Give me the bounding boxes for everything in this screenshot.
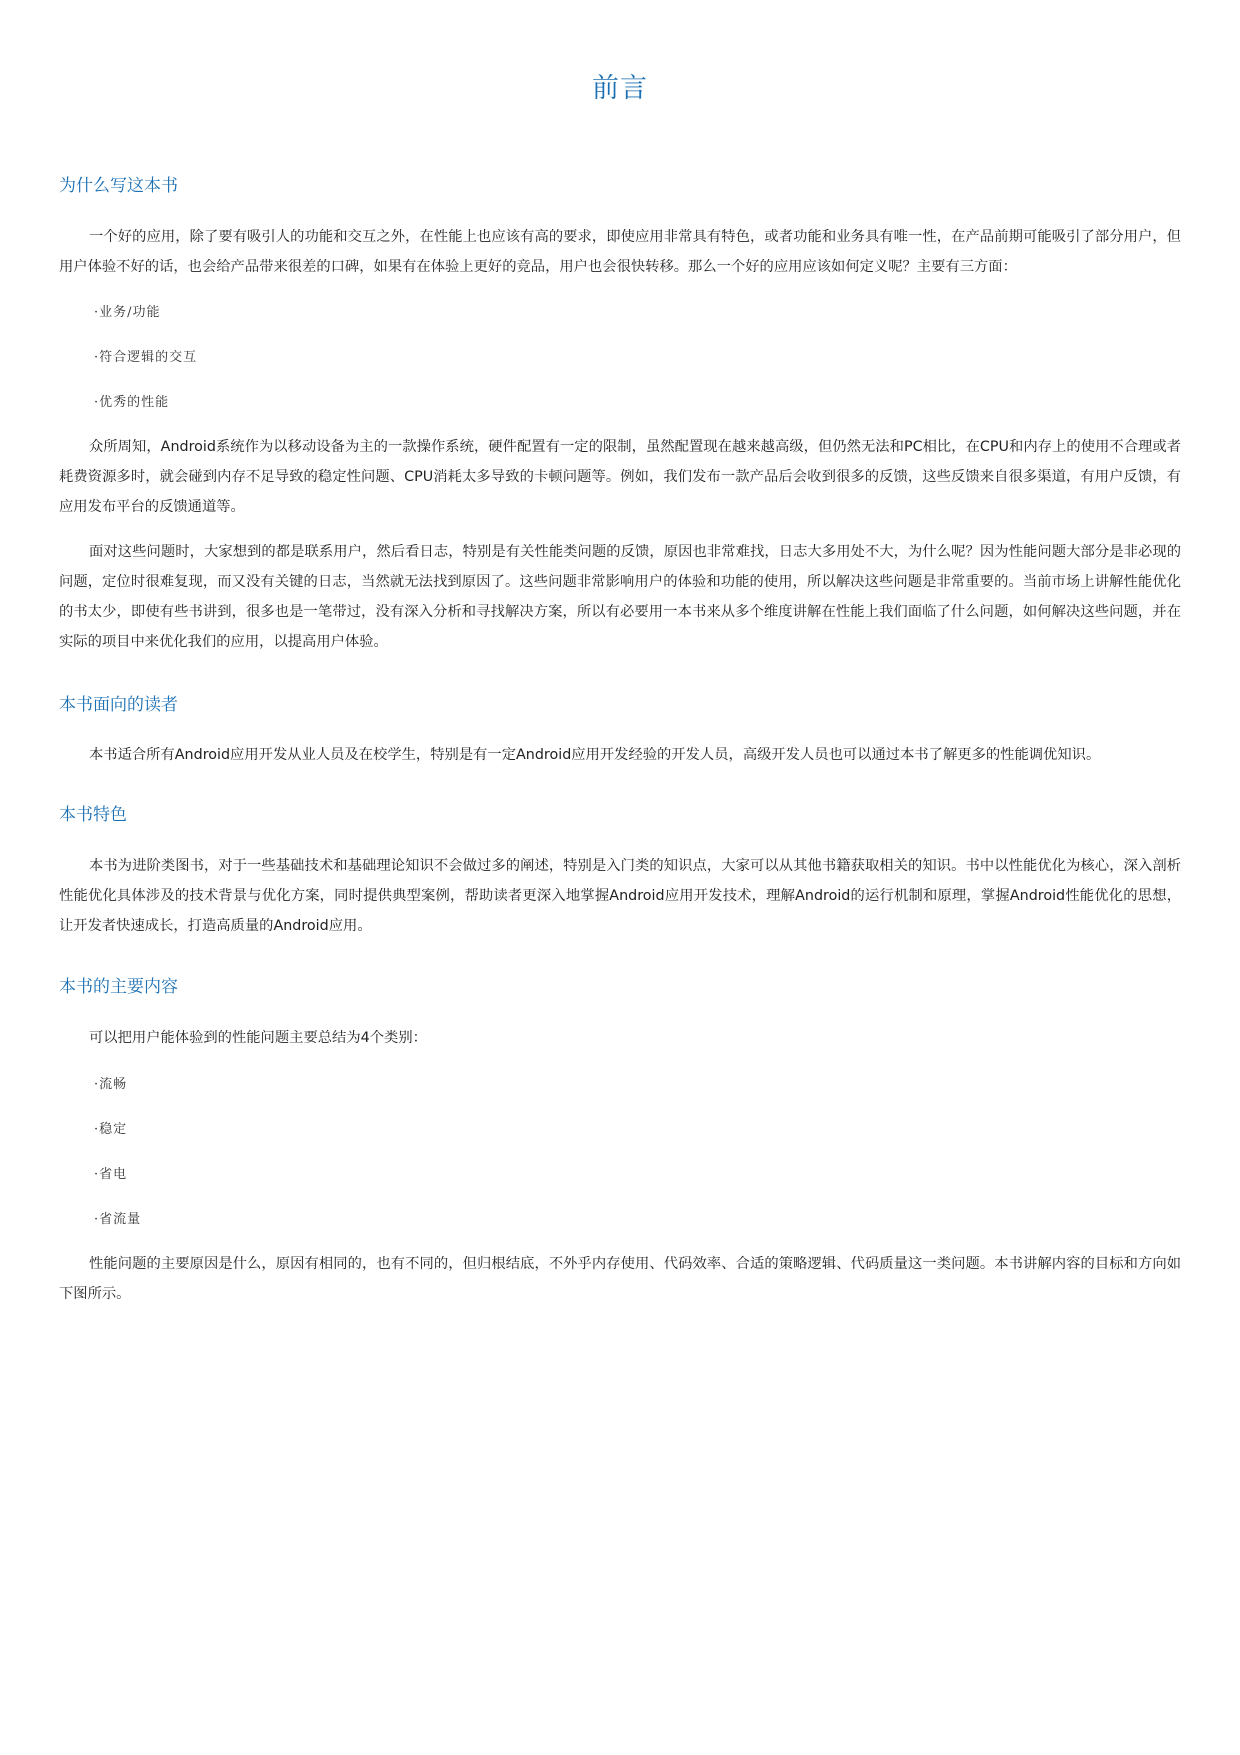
section-heading-readers: 本书面向的读者 xyxy=(59,695,178,715)
page-title: 前言 xyxy=(592,73,648,104)
paragraph: 面对这些问题时，大家想到的都是联系用户，然后看日志，特别是有关性能类问题的反馈，原因也非常难找，日志大多用处不大，为什么呢？因为性能问题大部分是非必现的问题，定位时很难复现，而又没有关键的日志，当然就无法找到原因了。这些问题非常影响用户的体验和功能的使用，所以解决这些问题是非常重要的。当前市场上讲解性能优化的书太少，即使有些书讲到，很多也是一笔带过，没有深入分析和寻找解决方案，所以有必要用一本书来从多个维度讲解在性能上我们面临了什么问题，如何解决这些问题，并在实际的项目中来优化我们的应用，以提高用户体验。 xyxy=(59,544,1181,650)
section-heading-features: 本书特色 xyxy=(59,805,127,825)
bullet-item: ·流畅 xyxy=(94,1077,128,1092)
paragraph: 本书适合所有Android应用开发从业人员及在校学生，特别是有一定Android应用开发经验的开发人员，高级开发人员也可以通过本书了解更多的性能调优知识。 xyxy=(89,747,1101,763)
paragraph: 一个好的应用，除了要有吸引人的功能和交互之外，在性能上也应该有高的要求，即使应用非常具有特色，或者功能和业务具有唯一性，在产品前期可能吸引了部分用户，但用户体验不好的话，也会给产品带来很差的口碑，如果有在体验上更好的竞品，用户也会很快转移。那么一个好的应用应该如何定义呢？主要有三方面： xyxy=(59,229,1181,275)
paragraph: 本书为进阶类图书，对于一些基础技术和基础理论知识不会做过多的阐述，特别是入门类的知识点，大家可以从其他书籍获取相关的知识。书中以性能优化为核心，深入剖析性能优化具体涉及的技术背景与优化方案，同时提供典型案例，帮助读者更深入地掌握Android应用开发技术，理解Android的运行机制和原理，掌握Android性能优化的思想，让开发者快速成长，打造高质量的Android应用。 xyxy=(59,858,1181,934)
section-heading-content: 本书的主要内容 xyxy=(59,977,178,997)
paragraph: 可以把用户能体验到的性能问题主要总结为4个类别： xyxy=(89,1030,427,1046)
bullet-item: ·省电 xyxy=(94,1167,128,1182)
bullet-item: ·省流量 xyxy=(94,1212,142,1227)
bullet-item: ·业务/功能 xyxy=(94,305,161,320)
bullet-item: ·稳定 xyxy=(94,1122,128,1137)
paragraph: 性能问题的主要原因是什么，原因有相同的，也有不同的，但归根结底，不外乎内存使用、代码效率、合适的策略逻辑、代码质量这一类问题。本书讲解内容的目标和方向如下图所示。 xyxy=(59,1256,1181,1302)
section-heading-why: 为什么写这本书 xyxy=(59,176,178,196)
bullet-item: ·优秀的性能 xyxy=(94,395,170,410)
bullet-item: ·符合逻辑的交互 xyxy=(94,350,198,365)
paragraph: 众所周知，Android系统作为以移动设备为主的一款操作系统，硬件配置有一定的限制，虽然配置现在越来越高级，但仍然无法和PC相比，在CPU和内存上的使用不合理或者耗费资源多时，就会碰到内存不足导致的稳定性问题、CPU消耗太多导致的卡顿问题等。例如，我们发布一款产品后会收到很多的反馈，这些反馈来自很多渠道，有用户反馈，有应用发布平台的反馈通道等。 xyxy=(59,439,1181,515)
